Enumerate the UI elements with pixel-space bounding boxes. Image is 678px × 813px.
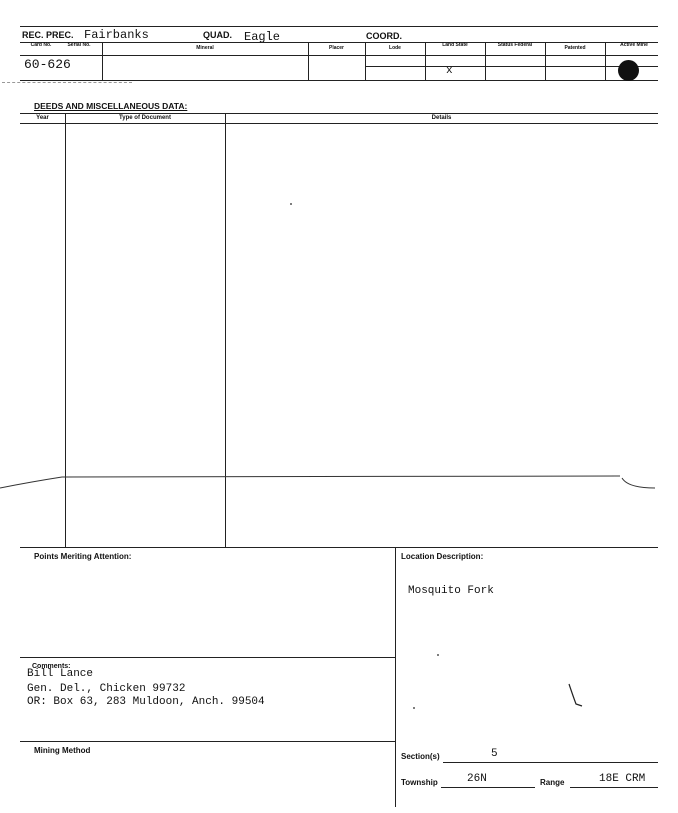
sections-value: 5 (491, 748, 498, 760)
range-value: 18E CRM (599, 773, 646, 785)
range-underline (570, 787, 658, 788)
location-label: Location Description: (401, 552, 484, 561)
header-bottom-rule (20, 80, 658, 81)
active-mine-marker (618, 60, 639, 81)
deeds-title: DEEDS AND MISCELLANEOUS DATA: (34, 101, 188, 111)
col-land-state: Land State (442, 42, 468, 48)
pen-stroke (566, 682, 586, 710)
coord-label: COORD. (366, 31, 402, 41)
points-label: Points Meriting Attention: (34, 552, 132, 561)
rec-prec-label: REC. PREC. (22, 30, 74, 40)
col-active-mine: Active Mine (620, 42, 648, 48)
sections-label: Section(s) (401, 752, 440, 761)
township-label: Township (401, 778, 438, 787)
range-label: Range (540, 778, 565, 787)
col-year: Year (36, 115, 49, 121)
col-placer: Placer (328, 45, 344, 51)
scan-speck (290, 203, 292, 205)
header-divider (425, 42, 426, 80)
deeds-top-rule (20, 113, 658, 114)
card-number: 60-626 (24, 57, 71, 72)
quad-label: QUAD. (203, 30, 232, 40)
header-divider (485, 42, 486, 80)
col-card-no: Card No. (30, 42, 52, 48)
header-top-rule (20, 26, 658, 27)
col-lode: Lode (389, 45, 401, 51)
col-type-of-document: Type of Document (119, 115, 171, 121)
location-value: Mosquito Fork (408, 585, 494, 597)
points-bottom-rule (20, 657, 395, 658)
lower-divider (395, 547, 396, 807)
col-status-federal: Status Federal (497, 42, 533, 48)
mining-method-label: Mining Method (34, 746, 91, 755)
township-underline (441, 787, 535, 788)
land-state-mark: x (446, 65, 453, 77)
comments-label: Comments: (32, 663, 71, 670)
header-divider (605, 42, 606, 80)
header-rule-3 (365, 66, 658, 67)
col-details: Details (431, 115, 452, 121)
col-patented: Patented (564, 45, 586, 51)
scan-fold-line (0, 460, 678, 500)
header-rule-2 (20, 55, 658, 56)
scan-speck (437, 654, 439, 656)
scan-artifact-line (2, 82, 132, 83)
quad-value: Eagle (244, 30, 281, 44)
col-serial-no: Serial No. (67, 42, 91, 48)
comment-line: OR: Box 63, 283 Muldoon, Anch. 99504 (27, 696, 265, 708)
sections-underline (443, 762, 658, 763)
scan-speck (413, 707, 415, 709)
comment-line: Gen. Del., Chicken 99732 (27, 683, 186, 695)
header-rule-1 (20, 42, 658, 43)
deeds-bottom-rule (20, 547, 658, 548)
rec-prec-value: Fairbanks (84, 28, 149, 42)
township-value: 26N (467, 773, 487, 785)
col-mineral: Mineral (196, 45, 214, 51)
deeds-header-rule (20, 123, 658, 124)
mining-top-rule (20, 741, 395, 742)
comment-line: Bill Lance (27, 668, 94, 680)
